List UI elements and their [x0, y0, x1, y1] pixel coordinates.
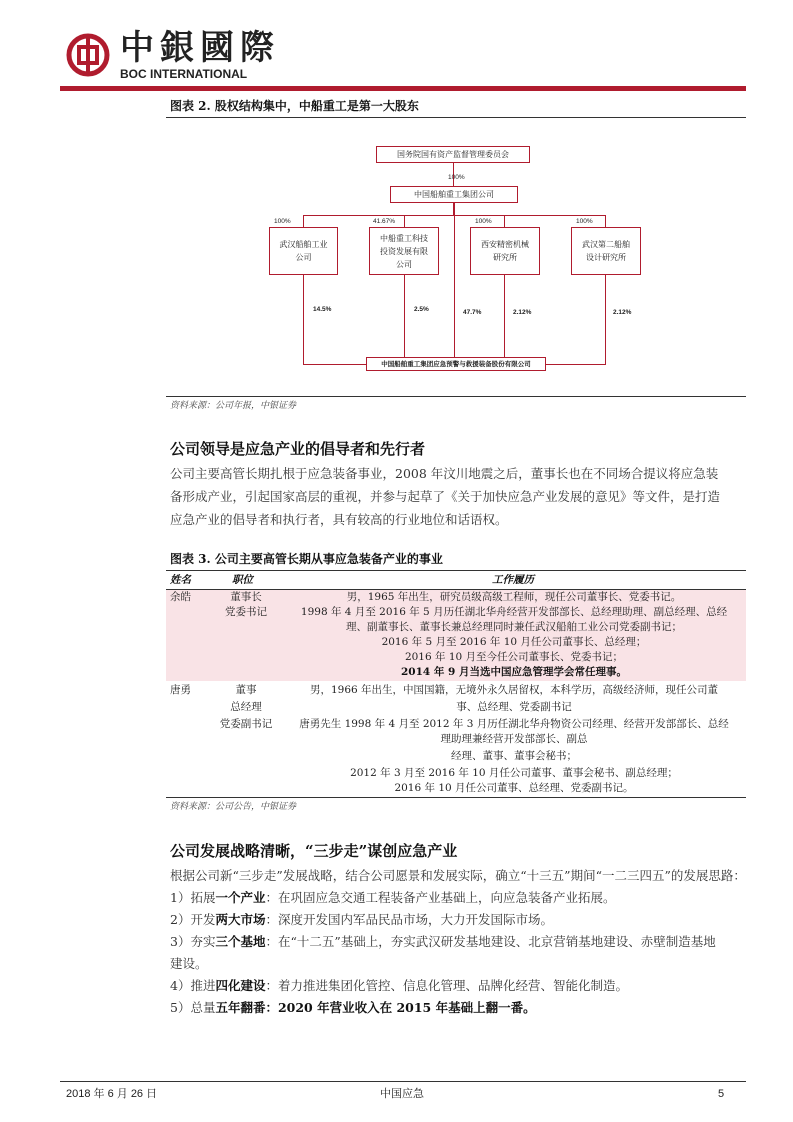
figure3-bottom-rule	[166, 797, 746, 798]
cell-position: 董事长	[230, 591, 262, 603]
cell-career-line: 2016 年 5 月至 2016 年 10 月任公司董事长、总经理；	[381, 636, 647, 648]
figure2-source: 资料来源：公司年报，中银证券	[170, 401, 297, 411]
table-header-career: 工作履历	[492, 574, 534, 586]
table-row	[166, 683, 746, 795]
cell-career-line: 2012 年 3 月至 2016 年 10 月任公司董事、董事会秘书、副总经理；	[350, 767, 678, 779]
list-item: 4）推进四化建设：着力推进集团化管控、信息化管理、品牌化经营、智能化制造。	[170, 978, 628, 993]
ownership-org-chart	[0, 0, 793, 400]
cell-position: 党委副书记	[219, 718, 273, 730]
figure2-title: 图表 2. 股权结构集中，中船重工是第一大股东	[170, 99, 419, 113]
strategy-list	[170, 887, 750, 1019]
pct-group-xian: 100%	[475, 218, 492, 225]
cell-career-line: 2014 年 9 月当选中国应急管理学会常任理事。	[401, 666, 627, 678]
node-xian-institute: 西安精密机械 研究所	[470, 227, 540, 275]
cell-career-line: 2016 年 10 月至今任公司董事长、党委书记；	[404, 651, 624, 663]
table-header-name: 姓名	[170, 574, 191, 586]
pct-tech-company: 2.5%	[414, 306, 429, 313]
node-sasac: 国务院国有资产监督管理委员会	[376, 146, 530, 163]
footer-date: 2018 年 6 月 26 日	[66, 1088, 158, 1100]
cell-career-line: 男，1966 年出生，中国国籍，无境外永久居留权，本科学历，高级经济师，现任公司董	[309, 684, 719, 696]
footer-title: 中国应急	[380, 1088, 424, 1100]
cell-name: 余皓	[170, 591, 191, 603]
paragraph-line: 备形成产业，引起国家高层的重视，并参与起草了《关于加快应急产业发展的意见》等文件，是打造	[170, 489, 721, 504]
list-item: 1）拓展一个产业：在巩固应急交通工程装备产业基础上，向应急装备产业拓展。	[170, 890, 616, 905]
list-item: 2）开发两大市场：深度开发国内军品民品市场，大力开发国际市场。	[170, 912, 553, 927]
figure3-title: 图表 3. 公司主要高管长期从事应急装备产业的事业	[170, 552, 443, 566]
cell-career-line: 1998 年 4 月至 2016 年 5 月历任湖北华舟经营开发部部长、总经理助理、副总经理、总经	[300, 606, 728, 618]
strategy-intro: 根据公司新“三步走”发展战略，结合公司愿景和发展实际，确立“十三五”期间“一二三四五”的发展思路：	[170, 868, 746, 883]
node-group: 中国船舶重工集团公司	[390, 186, 518, 203]
node-tech-investment: 中船重工科技 投资发展有限 公司	[369, 227, 439, 275]
table-row	[166, 590, 746, 681]
cell-name: 唐勇	[170, 684, 191, 696]
footer-rule	[60, 1081, 746, 1082]
paragraph-line: 应急产业的倡导者和执行者，具有较高的行业地位和话语权。	[170, 512, 508, 527]
figure2-bottom-rule	[166, 396, 746, 397]
page-number: 5	[718, 1088, 725, 1100]
pct-sasac-group: 100%	[448, 174, 465, 181]
cell-career-line: 经理、董事、董事会秘书；	[451, 750, 577, 762]
figure3-source: 资料来源：公司公告，中银证券	[170, 802, 297, 812]
cell-position: 董事	[235, 684, 257, 696]
brand-name-cn: 中銀國際	[120, 28, 280, 68]
node-wuhan-second-institute: 武汉第二船舶 设计研究所	[571, 227, 641, 275]
pct-group-wuhan2: 100%	[576, 218, 593, 225]
list-item: 5）总量五年翻番：2020 年营业收入在 2015 年基础上翻一番。	[170, 1000, 536, 1015]
cell-position: 党委书记	[225, 606, 267, 618]
cell-career-line: 理、副董事长、董事长兼总经理同时兼任武汉船舶工业公司党委副书记；	[346, 621, 682, 633]
pct-xian-company: 2.12%	[513, 309, 532, 316]
pct-wuhan-company: 14.5%	[313, 306, 332, 313]
cell-career-line: 唐勇先生 1998 年 4 月至 2012 年 3 月历任湖北华舟物资公司经理、经营开发部部长、总经	[299, 718, 729, 730]
cell-career-line: 事、总经理、党委副书记	[456, 701, 572, 713]
cell-career-line: 2016 年 10 月任公司董事、总经理、党委副书记。	[394, 782, 634, 794]
pct-group-company: 47.7%	[463, 309, 482, 316]
cell-career-line: 男，1965 年出生，研究员级高级工程师，现任公司董事长、党委书记。	[346, 591, 682, 603]
section1-heading: 公司领导是应急产业的倡导者和先行者	[170, 440, 426, 458]
list-item: 建设。	[170, 956, 208, 971]
pct-group-tech: 41.67%	[373, 218, 396, 225]
section1-paragraph	[170, 462, 750, 531]
section2-heading: 公司发展战略清晰，“三步走”谋创应急产业	[170, 842, 458, 860]
cell-position: 总经理	[230, 701, 262, 713]
brand-name-en: BOC INTERNATIONAL	[120, 67, 248, 81]
cell-career-line: 理助理兼经营开发部部长、副总	[440, 733, 588, 745]
table-header-position: 职位	[232, 574, 253, 586]
node-wuhan-shipbuilding: 武汉船舶工业公司	[269, 227, 338, 275]
list-item: 3）夯实三个基地：在“十二五”基础上，夯实武汉研发基地建设、北京营销基地建设、赤壁制造基地	[170, 934, 716, 949]
pct-group-wuhan: 100%	[274, 218, 291, 225]
pct-wuhan2-company: 2.12%	[613, 309, 632, 316]
figure3-top-rule	[166, 570, 746, 571]
node-company: 中国船舶重工集团应急预警与救援装备股份有限公司	[366, 357, 546, 371]
paragraph-line: 公司主要高管长期扎根于应急装备事业，2008 年汶川地震之后，董事长也在不同场合提议将应急装	[170, 466, 719, 481]
